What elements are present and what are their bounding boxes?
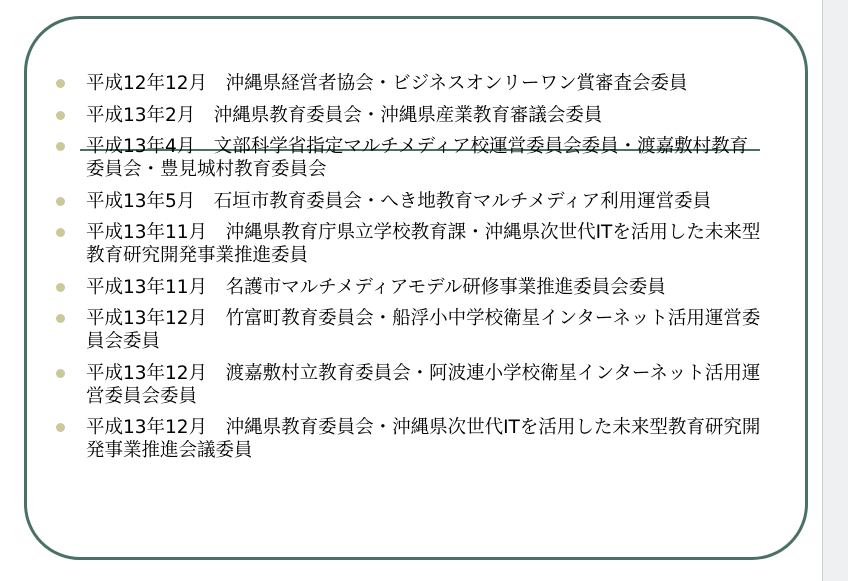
list-item (54, 104, 766, 127)
bullet-icon (56, 111, 65, 120)
bullet-icon (56, 228, 65, 237)
bullet-icon (56, 79, 65, 88)
bullet-icon (56, 369, 65, 378)
list-item-text: 平成13年12月 渡嘉敷村立教育委員会・阿波連小学校衛星インターネット活用運営委員会委員 (86, 362, 761, 407)
list-item-text: 平成13年11月 名護市マルチメディアモデル研修事業推進委員会委員 (86, 276, 666, 298)
list-item-text: 平成13年5月 石垣市教育委員会・へき地教育マルチメディア利用運営委員 (86, 190, 712, 212)
appointment-list (54, 72, 774, 471)
list-item (54, 72, 766, 95)
list-item (54, 276, 766, 299)
bullet-icon (56, 314, 65, 323)
list-item (54, 307, 766, 353)
list-item-text: 平成13年2月 沖縄県教育委員会・沖縄県産業教育審議会委員 (86, 104, 603, 126)
list-item (54, 416, 766, 462)
list-item (54, 221, 766, 267)
list-item-text: 平成13年11月 沖縄県教育庁県立学校教育課・沖縄県次世代ITを活用した未来型教育研究開発事業推進委員 (86, 222, 761, 266)
list-item (54, 362, 766, 408)
bullet-icon (56, 197, 65, 206)
bullet-icon (56, 283, 65, 292)
list-item (54, 190, 766, 213)
list-item-text: 平成13年12月 竹富町教育委員会・船浮小中学校衛星インターネット活用運営委員会委員 (86, 308, 761, 352)
scrollbar-track[interactable] (822, 0, 848, 581)
bullet-icon (56, 423, 65, 432)
list-item-text: 平成13年12月 沖縄県教育委員会・沖縄県次世代ITを活用した未来型教育研究開発事業推進会議委員 (86, 417, 761, 461)
list-item-text: 平成13年4月 文部科学省指定マルチメディア校運営委員会委員・渡嘉敷村教育委員会・豊見城村教育委員会 (86, 136, 749, 180)
list-item-text: 平成12年12月 沖縄県経営者協会・ビジネスオンリーワン賞審査会委員 (86, 73, 688, 94)
bullet-icon (56, 142, 65, 151)
list-item (54, 135, 766, 181)
